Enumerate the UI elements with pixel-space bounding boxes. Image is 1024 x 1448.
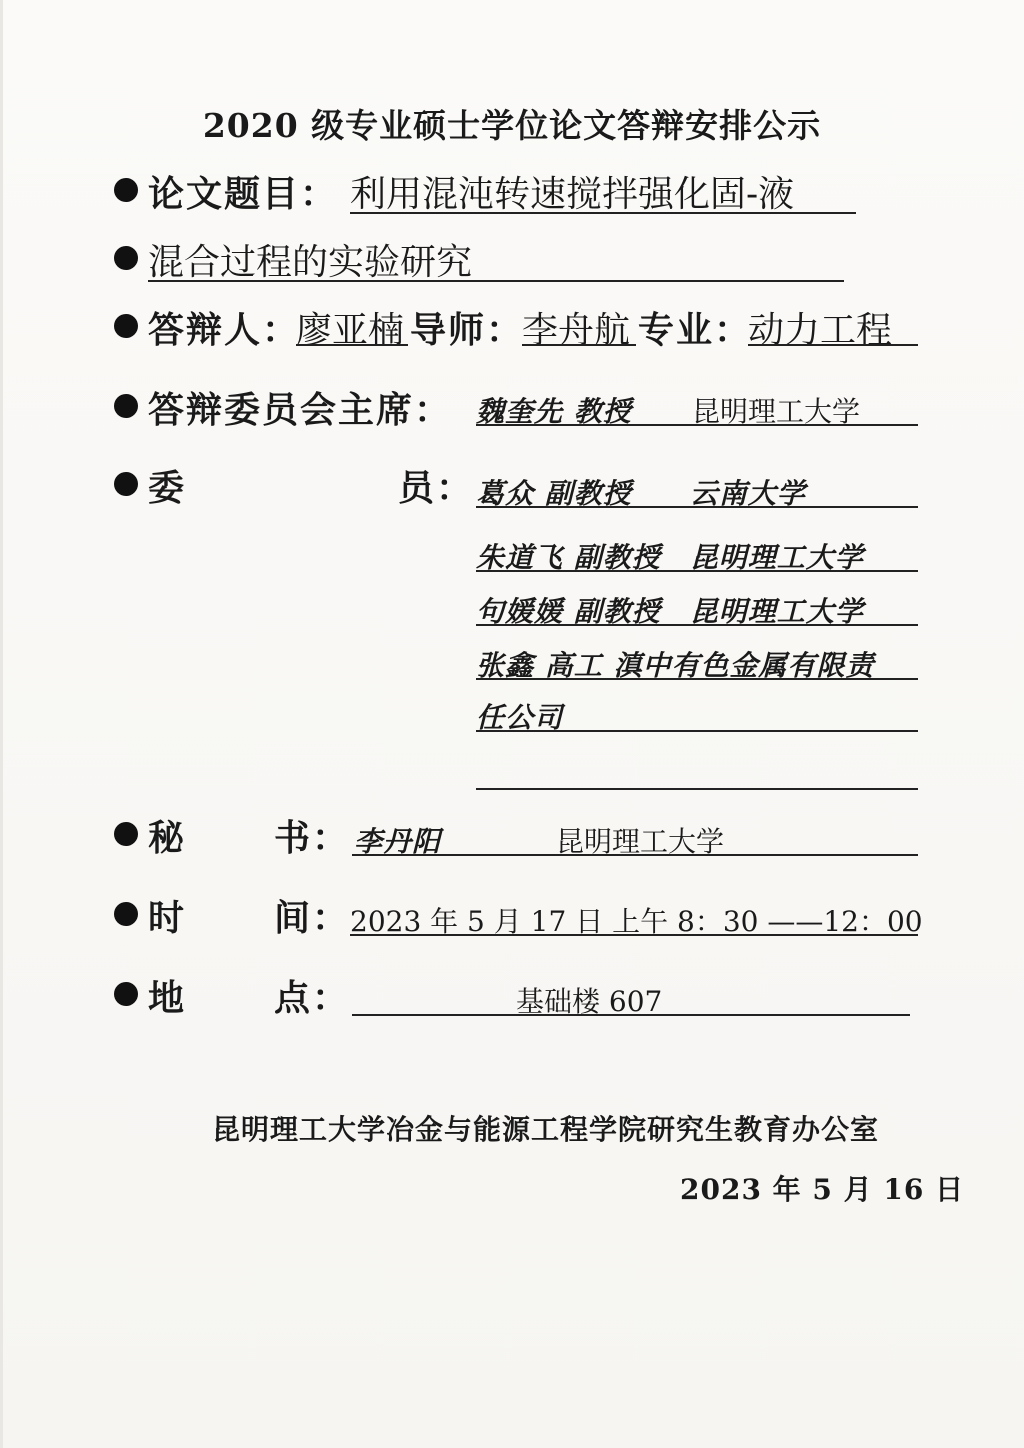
underline	[148, 280, 844, 282]
underline	[476, 570, 918, 572]
underline	[476, 730, 918, 732]
underline	[476, 624, 918, 626]
bullet-icon	[114, 178, 138, 202]
time-value: 2023 年 5 月 17 日 上午 8：30 ——12：00	[350, 905, 923, 938]
thesis-label: 论文题目：	[148, 173, 339, 215]
advisor-label: 导师：	[410, 309, 525, 351]
advisor-name: 李舟航	[522, 310, 631, 351]
place-label-part2: 点：	[274, 977, 351, 1019]
underline	[352, 1014, 910, 1016]
issuing-office: 昆明理工大学冶金与能源工程学院研究生教育办公室	[212, 1113, 880, 1146]
bullet-icon	[114, 822, 138, 846]
secretary-org: 昆明理工大学	[556, 825, 725, 858]
secretary-label-part2: 书：	[274, 817, 351, 859]
members-label-part1: 委	[148, 467, 187, 509]
chair-label: 答辩委员会主席：	[148, 389, 453, 431]
bullet-icon	[114, 246, 138, 270]
major-value: 动力工程	[748, 310, 893, 351]
secretary-label-part1: 秘	[148, 817, 187, 859]
bullet-icon	[114, 902, 138, 926]
members-label-part2: 员：	[398, 467, 475, 509]
member-line: 葛众 副教授 云南大学	[476, 477, 806, 510]
underline-blank	[476, 788, 918, 790]
underline	[476, 424, 918, 426]
issue-date: 2023 年 5 月 16 日	[680, 1173, 965, 1206]
bullet-icon	[114, 472, 138, 496]
member-line: 任公司	[476, 701, 564, 734]
underline	[476, 506, 918, 508]
thesis-title-line2: 混合过程的实验研究	[148, 242, 473, 283]
time-label-part2: 间：	[274, 897, 351, 939]
chair-name: 魏奎先 教授	[476, 395, 632, 428]
scan-edge	[0, 0, 3, 1448]
member-line: 句媛媛 副教授 昆明理工大学	[476, 595, 864, 628]
bullet-icon	[114, 982, 138, 1006]
underline	[296, 344, 408, 346]
underline	[350, 934, 918, 936]
bullet-icon	[114, 394, 138, 418]
major-label: 专业：	[638, 309, 753, 351]
underline	[352, 854, 918, 856]
member-line: 张鑫 高工 滇中有色金属有限责	[476, 649, 875, 682]
underline	[522, 344, 636, 346]
defender-name: 廖亚楠	[296, 310, 405, 351]
bullet-icon	[114, 314, 138, 338]
underline	[748, 344, 918, 346]
place-value: 基础楼 607	[516, 985, 663, 1018]
chair-org: 昆明理工大学	[692, 395, 861, 428]
defender-label: 答辩人：	[148, 309, 301, 351]
page-title: 2020 级专业硕士学位论文答辩安排公示	[202, 106, 822, 145]
secretary-name: 李丹阳	[354, 825, 442, 858]
place-label-part1: 地	[148, 977, 187, 1019]
member-line: 朱道飞 副教授 昆明理工大学	[476, 541, 864, 574]
underline	[476, 678, 918, 680]
thesis-title-line1: 利用混沌转速搅拌强化固-液	[350, 174, 795, 215]
time-label-part1: 时	[148, 897, 187, 939]
underline	[350, 212, 856, 214]
